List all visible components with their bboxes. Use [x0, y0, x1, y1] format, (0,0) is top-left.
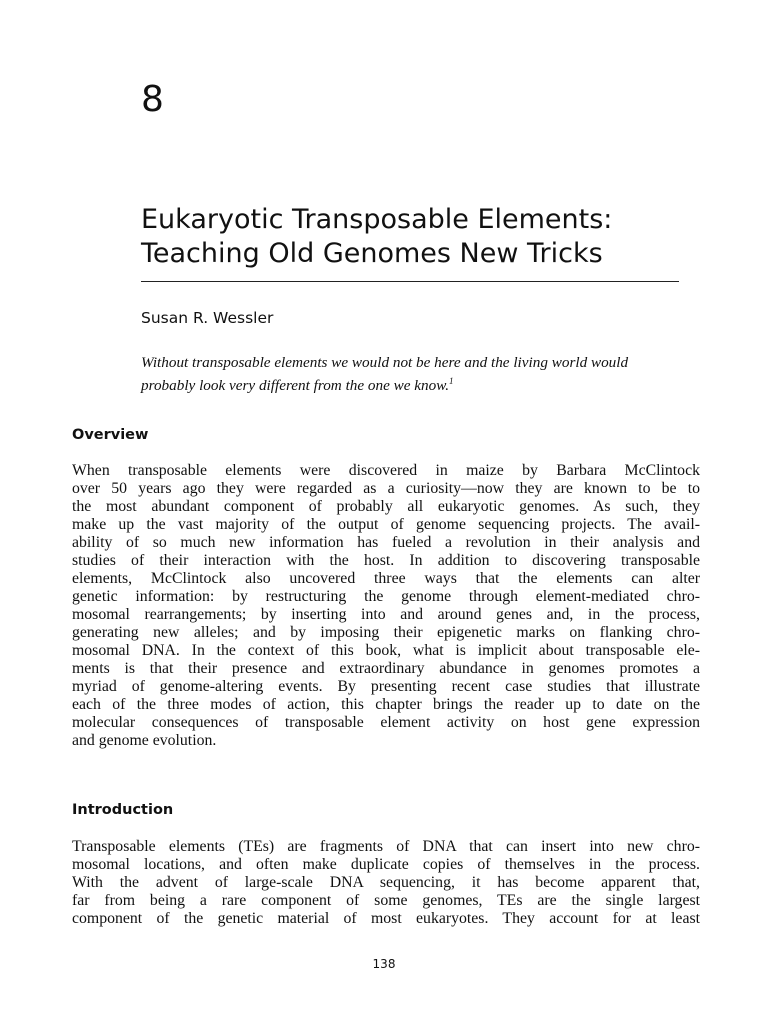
text-line: With the advent of large-scale DNA sequencing, it has become apparent that, [72, 874, 700, 891]
epigraph-line-text: probably look very different from the one we know. [141, 377, 450, 395]
epigraph [141, 354, 701, 395]
text-line: over 50 years ago they were regarded as a curiosity—now they are known to be to [72, 480, 700, 497]
footnote-mark: 1 [449, 376, 454, 386]
chapter-title [141, 203, 701, 271]
page-number: 138 [372, 957, 396, 971]
chapter-title-line: Eukaryotic Transposable Elements: [141, 204, 613, 235]
text-line: make up the vast majority of the output of genome sequencing projects. The avail- [72, 516, 700, 533]
text-line: each of the three modes of action, this chapter brings the reader up to date on the [72, 696, 700, 713]
text-line: mosomal locations, and often make duplicate copies of themselves in the process. [72, 856, 700, 873]
text-line: ability of so much new information has fueled a revolution in their analysis and [72, 534, 700, 551]
text-line: generating new alleles; and by imposing their epigenetic marks on flanking chro- [72, 624, 700, 641]
introduction-paragraph [72, 838, 700, 928]
text-line: and genome evolution. [72, 732, 217, 749]
text-line: myriad of genome-altering events. By presenting recent case studies that illustrate [72, 678, 700, 695]
text-line: the most abundant component of probably all eukaryotic genomes. As such, they [72, 498, 700, 515]
chapter-title-line: Teaching Old Genomes New Tricks [141, 238, 603, 269]
epigraph-line [141, 372, 701, 395]
text-line: molecular consequences of transposable element activity on host gene expression [72, 714, 700, 731]
text-line: far from being a rare component of some genomes, TEs are the single largest [72, 892, 700, 909]
text-line: When transposable elements were discovered in maize by Barbara McClintock [72, 462, 700, 479]
introduction-heading: Introduction [72, 802, 174, 818]
epigraph-line: Without transposable elements we would not be here and the living world would [141, 354, 629, 371]
overview-heading: Overview [72, 427, 149, 443]
text-line: Transposable elements (TEs) are fragments of DNA that can insert into new chro- [72, 838, 700, 855]
chapter-number: 8 [141, 79, 164, 120]
text-line: mosomal rearrangements; by inserting into and around genes and, in the process, [72, 606, 700, 623]
text-line: ments is that their presence and extraordinary abundance in genomes promotes a [72, 660, 700, 677]
text-line: elements, McClintock also uncovered three ways that the elements can alter [72, 570, 700, 587]
text-line: studies of their interaction with the host. In addition to discovering transposable [72, 552, 700, 569]
text-line: component of the genetic material of most eukaryotes. They account for at least [72, 910, 700, 927]
title-rule [141, 281, 679, 282]
text-line: mosomal DNA. In the context of this book, what is implicit about transposable ele- [72, 642, 700, 659]
author-name: Susan R. Wessler [141, 309, 274, 327]
overview-paragraph [72, 462, 700, 750]
text-line: genetic information: by restructuring the genome through element-mediated chro- [72, 588, 700, 605]
